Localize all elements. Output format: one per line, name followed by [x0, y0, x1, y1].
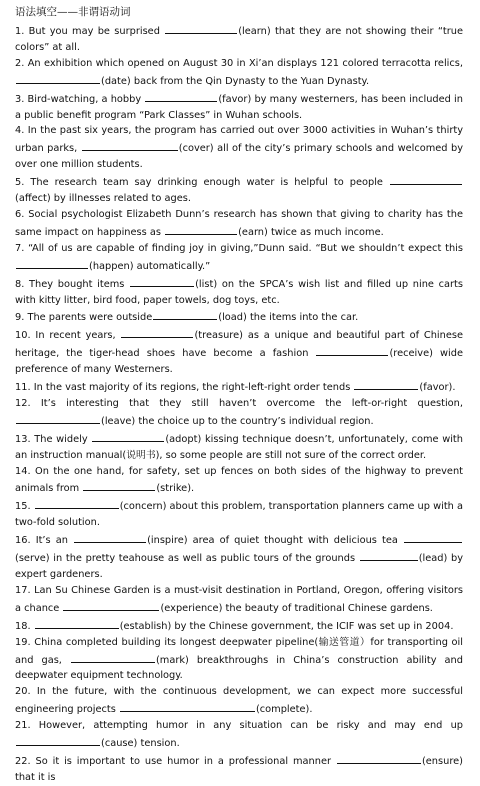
- answer-blank[interactable]: [74, 531, 146, 543]
- question-21: [15, 718, 463, 752]
- question-4: [15, 123, 463, 173]
- question-13: [15, 430, 463, 464]
- question-20: [15, 684, 463, 718]
- question-text: 13. The widely: [15, 433, 92, 445]
- answer-blank[interactable]: [35, 617, 119, 629]
- answer-blank[interactable]: [35, 497, 119, 509]
- question-text: (happen) automatically.”: [89, 260, 211, 272]
- question-text: 18.: [15, 620, 34, 632]
- question-text: (treasure) as a unique and beautiful part of Chinese heritage, the tiger-head shoes have become a fashion: [15, 330, 464, 360]
- answer-blank[interactable]: [71, 651, 155, 663]
- question-12: [15, 396, 463, 430]
- question-text: 19. China completed building its longest deepwater pipeline(输送管道）for transporting oil and gas,: [15, 636, 463, 666]
- answer-blank[interactable]: [316, 344, 388, 356]
- question-text: 2. An exhibition which opened on August 30 in Xi’an displays 121 colored terracotta relics,: [15, 57, 463, 69]
- question-text: (favor) by many westerners, has been included in a public benefit program “Park Classes” in Wuhan schools.: [15, 93, 463, 121]
- question-text: 14. On the one hand, for safety, set up fences on both sides of the highway to prevent animals from: [15, 465, 463, 495]
- worksheet-title: 语法填空——非谓语动词: [15, 6, 131, 18]
- question-text: (complete).: [255, 704, 313, 716]
- question-text: 22. So it is important to use humor in a professional manner: [15, 755, 336, 767]
- question-text: (ensure) that it is: [15, 755, 463, 783]
- question-text: (favor).: [419, 382, 456, 394]
- question-text: (adopt) kissing technique doesn’t, unfortunately, come with an instruction manual(说明书), so some people are still not sure of the correct order.: [15, 433, 463, 461]
- answer-blank[interactable]: [153, 308, 217, 320]
- question-15: [15, 497, 463, 531]
- answer-blank[interactable]: [354, 378, 418, 390]
- question-22: [15, 752, 463, 786]
- question-text: (receive) wide preference of many Westerners.: [15, 348, 463, 376]
- question-text: (strike).: [156, 483, 195, 495]
- question-text: (affect) by illnesses related to ages.: [15, 193, 191, 205]
- answer-blank[interactable]: [390, 173, 462, 185]
- answer-blank[interactable]: [16, 734, 100, 746]
- question-10: [15, 326, 463, 378]
- question-text: (lead) by expert gardeners.: [15, 553, 464, 580]
- answer-blank[interactable]: [82, 139, 178, 151]
- question-text: 5. The research team say drinking enough water is helpful to people: [15, 177, 389, 189]
- answer-blank[interactable]: [63, 599, 159, 611]
- question-text: (date) back from the Qin Dynasty to the Yuan Dynasty.: [101, 75, 370, 87]
- question-text: (concern) about this problem, transportation planners came up with a two-fold solution.: [15, 501, 463, 529]
- question-text: 15.: [15, 501, 34, 513]
- question-2: [15, 56, 463, 90]
- question-text: 21. However, attempting humor in any situation can be risky and may end up: [15, 720, 463, 732]
- answer-blank[interactable]: [120, 700, 255, 712]
- question-text: (serve) in the pretty teahouse as well as public tours of the grounds: [15, 553, 359, 565]
- question-9: [15, 308, 463, 326]
- question-text: 12. It’s interesting that they still haven’t overcome the left-or-right question,: [15, 397, 463, 409]
- question-text: (establish) by the Chinese government, the ICIF was set up in 2004.: [119, 620, 454, 632]
- question-text: (cause) tension.: [101, 738, 180, 750]
- question-7: [15, 241, 463, 275]
- question-text: 20. In the future, with the continuous development, we can expect more successful engineering projects: [15, 686, 463, 716]
- question-text: (earn) twice as much income.: [238, 226, 384, 238]
- question-5: [15, 173, 463, 207]
- question-19: [15, 635, 463, 685]
- question-18: [15, 617, 463, 635]
- question-text: (inspire) area of quiet thought with delicious tea: [147, 535, 403, 547]
- question-text: 1. But you may be surprised: [15, 26, 165, 37]
- question-text: 6. Social psychologist Elizabeth Dunn’s research has shown that giving to charity has the same impact on happiness as: [15, 208, 463, 238]
- question-8: [15, 275, 463, 309]
- answer-blank[interactable]: [83, 479, 155, 491]
- question-text: 11. In the vast majority of its regions, the right-left-right order tends: [15, 382, 354, 394]
- question-16: [15, 531, 463, 583]
- question-3: [15, 90, 463, 124]
- question-text: (cover) all of the city’s primary schools and welcomed by over one million students.: [15, 143, 463, 171]
- question-text: (experience) the beauty of traditional Chinese gardens.: [160, 602, 433, 614]
- question-text: 3. Bird-watching, a hobby: [15, 93, 145, 105]
- answer-blank[interactable]: [337, 752, 421, 764]
- answer-blank[interactable]: [360, 549, 418, 561]
- question-text: 4. In the past six years, the program has carried out over 3000 activities in Wuhan’s thirty urban parks,: [15, 125, 463, 155]
- question-text: 8. They bought items: [15, 278, 130, 290]
- question-text: 7. “All of us are capable of finding joy in giving,”Dunn said. “But we shouldn’t expect this: [15, 242, 463, 254]
- question-text: 17. Lan Su Chinese Garden is a must-visit destination in Portland, Oregon, offering visitors a chance: [15, 584, 463, 614]
- answer-blank[interactable]: [145, 90, 217, 102]
- answer-blank[interactable]: [130, 275, 194, 287]
- question-text: 16. It’s an: [15, 535, 74, 547]
- question-text: (learn) that they are not showing their “true colors” at all.: [15, 26, 463, 53]
- question-text: 9. The parents were outside: [15, 312, 153, 324]
- answer-blank[interactable]: [92, 430, 164, 442]
- question-14: [15, 464, 463, 498]
- answer-blank[interactable]: [16, 412, 100, 424]
- answer-blank[interactable]: [16, 257, 88, 269]
- question-11: [15, 378, 463, 396]
- answer-blank[interactable]: [165, 223, 237, 235]
- question-1: [15, 22, 463, 56]
- answer-blank[interactable]: [121, 326, 193, 338]
- answer-blank[interactable]: [165, 22, 237, 34]
- question-text: (list) on the SPCA’s wish list and filled up nine carts with kitty litter, bird food, paper towels, dog toys, etc.: [15, 278, 463, 306]
- answer-blank[interactable]: [16, 72, 100, 84]
- question-text: (load) the items into the car.: [218, 312, 359, 324]
- question-6: [15, 207, 463, 241]
- question-text: 10. In recent years,: [15, 330, 121, 342]
- question-text: (leave) the choice up to the country’s individual region.: [101, 415, 374, 427]
- answer-blank[interactable]: [404, 531, 462, 543]
- question-17: [15, 583, 463, 617]
- question-text: (mark) breakthroughs in China’s construction ability and deepwater equipment technology.: [15, 654, 463, 682]
